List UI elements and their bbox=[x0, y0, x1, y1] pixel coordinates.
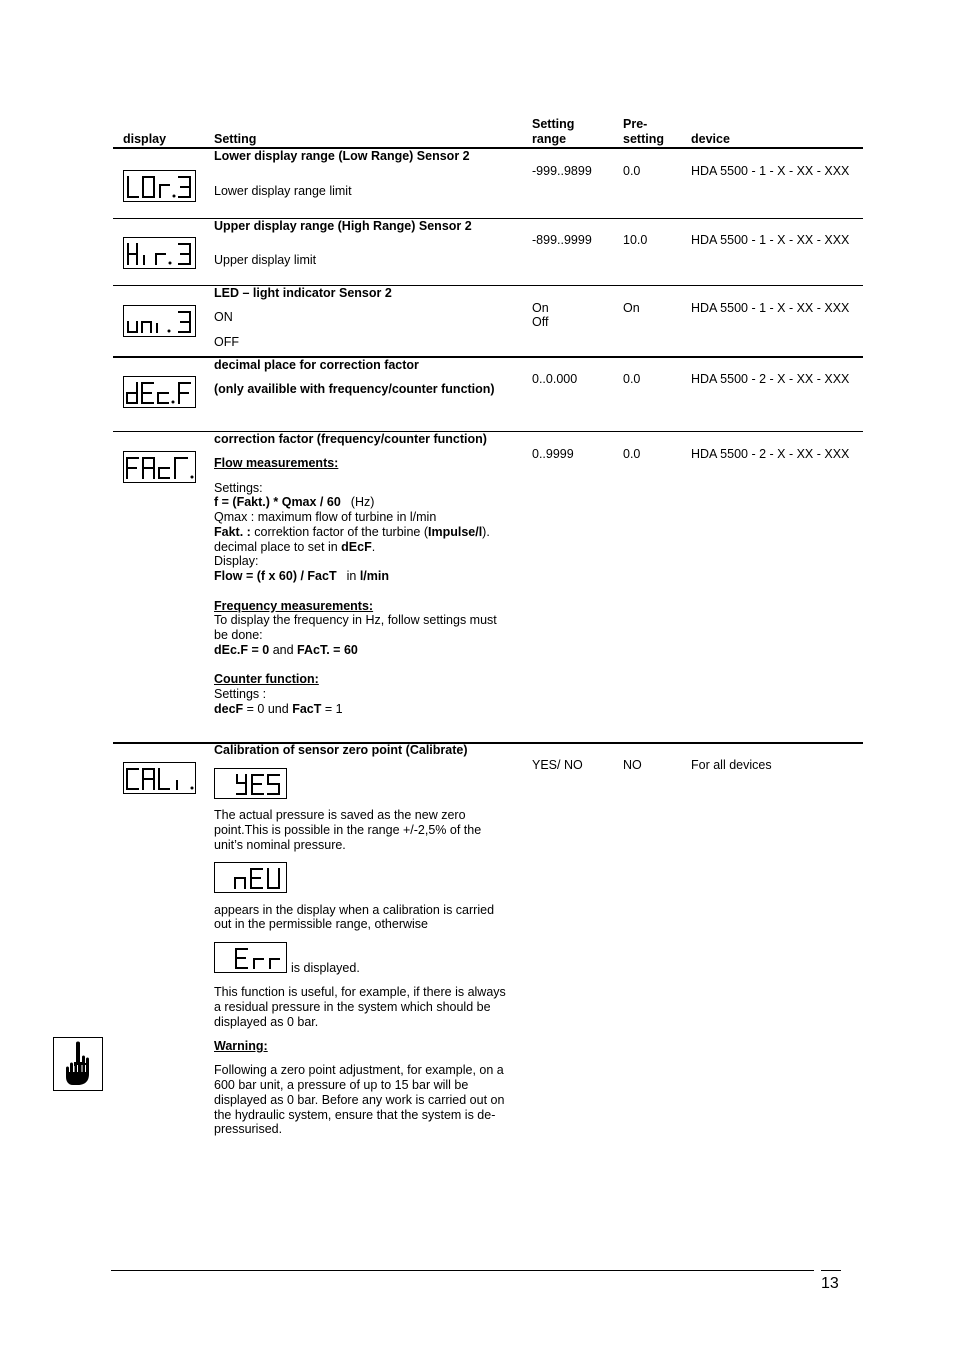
cal-para1-line2: point.This is possible in the range +/-2,5% of the bbox=[214, 823, 482, 837]
row3-preset: On bbox=[623, 301, 640, 315]
row5-preset: 0.0 bbox=[623, 447, 641, 461]
lcd-display-yes bbox=[214, 768, 287, 799]
display-label: Display: bbox=[214, 554, 259, 568]
row4-title: decimal place for correction factor bbox=[214, 358, 419, 372]
footer-rule-short bbox=[821, 1270, 841, 1271]
cal-para4-line1: This function is useful, for example, if there is always bbox=[214, 985, 506, 999]
row4-range: 0..0.000 bbox=[532, 372, 578, 386]
row2-range: -899..9999 bbox=[532, 233, 592, 247]
formula-frequency: f = (Fakt.) * Qmax / 60 (Hz) bbox=[214, 495, 375, 509]
row1-preset: 0.0 bbox=[623, 164, 641, 178]
lcd-display-uni3 bbox=[123, 305, 196, 337]
row6-title: Calibration of sensor zero point (Calibrate) bbox=[214, 743, 468, 757]
cal-para4-line3: displayed as 0 bar. bbox=[214, 1015, 319, 1029]
row5-title: correction factor (frequency/counter function) bbox=[214, 432, 487, 446]
row4-preset: 0.0 bbox=[623, 372, 641, 386]
row2-device: HDA 5500 - 1 - X - XX - XXX bbox=[691, 233, 850, 247]
lcd-display-err bbox=[214, 942, 287, 973]
row1-range: -999..9899 bbox=[532, 164, 592, 178]
row5-device: HDA 5500 - 2 - X - XX - XXX bbox=[691, 447, 850, 461]
counter-settings: decF = 0 und FacT = 1 bbox=[214, 702, 343, 716]
cal-para5-line2: 600 bar unit, a pressure of up to 15 bar will be bbox=[214, 1078, 469, 1092]
row3-title: LED – light indicator Sensor 2 bbox=[214, 286, 392, 300]
row4-subtitle: (only availible with frequency/counter function) bbox=[214, 382, 495, 396]
lcd-display-cali bbox=[123, 762, 196, 794]
cal-para5-line5: pressurised. bbox=[214, 1122, 283, 1136]
header-preset-line2: setting bbox=[623, 132, 664, 146]
lcd-display-neu bbox=[214, 862, 287, 893]
row5-range: 0..9999 bbox=[532, 447, 574, 461]
header-range-line1: Setting bbox=[532, 117, 575, 131]
decimal-line: decimal place to set in dEcF. bbox=[214, 540, 376, 554]
row3-option-off: OFF bbox=[214, 335, 239, 349]
warning-heading: Warning: bbox=[214, 1039, 268, 1053]
row6-device: For all devices bbox=[691, 758, 772, 772]
header-display: display bbox=[123, 132, 167, 146]
fakt-line: Fakt. : correktion factor of the turbine (Impulse/l). bbox=[214, 525, 490, 539]
qmax-line: Qmax : maximum flow of turbine in l/min bbox=[214, 510, 437, 524]
cal-para1-line1: The actual pressure is saved as the new zero bbox=[214, 808, 466, 822]
lcd-display-decf bbox=[123, 376, 196, 408]
lcd-display-fact bbox=[123, 451, 196, 483]
formula-flow: Flow = (f x 60) / FacT in l/min bbox=[214, 569, 389, 583]
cal-para1-line3: unit’s nominal pressure. bbox=[214, 838, 346, 852]
header-preset-line1: Pre- bbox=[623, 117, 648, 131]
cal-para4-line2: a residual pressure in the system which should be bbox=[214, 1000, 491, 1014]
cal-para2-line2: out in the permissible range, otherwise bbox=[214, 917, 429, 931]
row2-preset: 10.0 bbox=[623, 233, 648, 247]
flow-measurements-heading: Flow measurements: bbox=[214, 456, 339, 470]
row3-option-on: ON bbox=[214, 310, 233, 324]
cal-para3: is displayed. bbox=[291, 961, 360, 975]
frequency-measurements-heading: Frequency measurements: bbox=[214, 599, 374, 613]
row2-title: Upper display range (High Range) Sensor 2 bbox=[214, 219, 472, 233]
cal-para2-line1: appears in the display when a calibration is carried bbox=[214, 903, 495, 917]
freq-line2: be done: bbox=[214, 628, 263, 642]
row3-device: HDA 5500 - 1 - X - XX - XXX bbox=[691, 301, 850, 315]
cal-para5-line1: Following a zero point adjustment, for example, on a bbox=[214, 1063, 504, 1077]
cal-para5-line4: the hydraulic system, ensure that the system is de- bbox=[214, 1108, 496, 1122]
header-range-line2: range bbox=[532, 132, 567, 146]
row1-device: HDA 5500 - 1 - X - XX - XXX bbox=[691, 164, 850, 178]
pointing-hand-icon bbox=[53, 1037, 103, 1091]
row3-range-on: On bbox=[532, 301, 549, 315]
freq-settings: dEc.F = 0 and FAcT. = 60 bbox=[214, 643, 358, 657]
row2-desc: Upper display limit bbox=[214, 253, 317, 267]
row4-device: HDA 5500 - 2 - X - XX - XXX bbox=[691, 372, 850, 386]
row6-preset: NO bbox=[623, 758, 642, 772]
row3-range-off: Off bbox=[532, 315, 549, 329]
row6-range: YES/ NO bbox=[532, 758, 583, 772]
footer-rule bbox=[111, 1270, 814, 1271]
header-setting: Setting bbox=[214, 132, 257, 146]
counter-function-heading: Counter function: bbox=[214, 672, 319, 686]
lcd-display-hir3 bbox=[123, 237, 196, 269]
cal-para5-line3: displayed as 0 bar. Before any work is carried out on bbox=[214, 1093, 505, 1107]
freq-line1: To display the frequency in Hz, follow settings must bbox=[214, 613, 497, 627]
header-device: device bbox=[691, 132, 730, 146]
counter-settings-label: Settings : bbox=[214, 687, 267, 701]
lcd-display-lor3 bbox=[123, 170, 196, 202]
row1-title: Lower display range (Low Range) Sensor 2 bbox=[214, 149, 470, 163]
settings-label: Settings: bbox=[214, 481, 263, 495]
page-number: 13 bbox=[821, 1275, 839, 1292]
row1-desc: Lower display range limit bbox=[214, 184, 352, 198]
